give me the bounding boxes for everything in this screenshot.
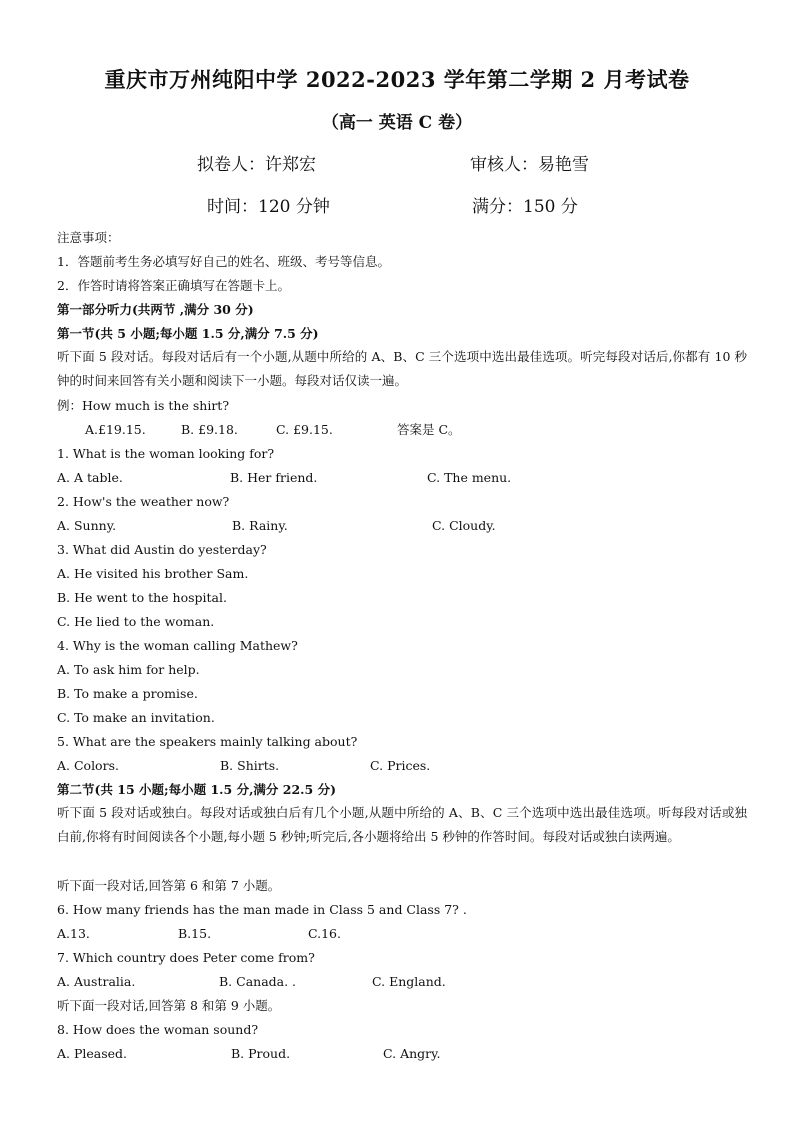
- q8-option-c: C. Angry.: [383, 1046, 441, 1061]
- q1-option-a: A. A table.: [57, 470, 123, 485]
- q1-stem: 1. What is the woman looking for?: [57, 446, 275, 461]
- example-option-a: A.£19.15.: [85, 422, 146, 437]
- q7-option-c: C. England.: [372, 974, 446, 989]
- section2-instructions: 听下面 5 段对话或独白。每段对话或独白后有几个小题,从题中所给的 A、B、C 三个选项中选出最佳选项。听每段对话或独白前,你将有时间阅读各个小题,每小题 5 秒钟;听完后,各小题将给出 5 秒钟的作答时间。每段对话或独白读两遍。: [57, 805, 747, 844]
- q5-stem: 5. What are the speakers mainly talking about?: [57, 734, 358, 749]
- q3-option-c: C. He lied to the woman.: [57, 614, 215, 629]
- example-question: 例：How much is the shirt?: [57, 398, 230, 413]
- part1-heading: 第一部分听力(共两节 ,满分 30 分): [57, 302, 254, 317]
- note-item-1: 1．答题前考生务必填写好自己的姓名、班级、考号等信息。: [57, 254, 390, 269]
- dialogue-intro-2: 听下面一段对话,回答第 8 和第 9 小题。: [57, 998, 281, 1013]
- q5-option-b: B. Shirts.: [220, 758, 280, 773]
- q4-option-b: B. To make a promise.: [57, 686, 198, 701]
- q2-stem: 2. How's the weather now?: [57, 494, 230, 509]
- q2-option-b: B. Rainy.: [232, 518, 288, 533]
- notes-heading: 注意事项：: [57, 230, 120, 245]
- author-label: 拟卷人：许郑宏: [197, 155, 316, 175]
- q2-option-c: C. Cloudy.: [432, 518, 496, 533]
- score-label: 满分：150 分: [472, 197, 578, 217]
- note-item-2: 2．作答时请将答案正确填写在答题卡上。: [57, 278, 290, 293]
- q2-option-a: A. Sunny.: [57, 518, 117, 533]
- example-option-b: B. £9.18.: [181, 422, 238, 437]
- time-label: 时间：120 分钟: [207, 197, 330, 217]
- q8-stem: 8. How does the woman sound?: [57, 1022, 259, 1037]
- exam-subtitle: （高一 英语 C 卷）: [321, 113, 473, 133]
- q7-option-b: B. Canada. .: [219, 974, 297, 989]
- q6-option-c: C.16.: [308, 926, 341, 941]
- section1-instructions: 听下面 5 段对话。每段对话后有一个小题,从题中所给的 A、B、C 三个选项中选出最佳选项。听完每段对话后,你都有 10 秒钟的时间来回答有关小题和阅读下一小题。每段对话仅读一遍。: [57, 349, 747, 388]
- q3-option-b: B. He went to the hospital.: [57, 590, 227, 605]
- q3-option-a: A. He visited his brother Sam.: [57, 566, 249, 581]
- q8-option-a: A. Pleased.: [57, 1046, 128, 1061]
- section1-heading: 第一节(共 5 小题;每小题 1.5 分,满分 7.5 分): [57, 326, 319, 341]
- q6-option-b: B.15.: [178, 926, 212, 941]
- reviewer-label: 审核人：易艳雪: [470, 155, 589, 175]
- section2-heading: 第二节(共 15 小题;每小题 1.5 分,满分 22.5 分): [57, 782, 336, 797]
- q1-option-c: C. The menu.: [427, 470, 512, 485]
- q7-stem: 7. Which country does Peter come from?: [57, 950, 315, 965]
- q7-option-a: A. Australia.: [57, 974, 136, 989]
- q3-stem: 3. What did Austin do yesterday?: [57, 542, 267, 557]
- q5-option-a: A. Colors.: [57, 758, 119, 773]
- q5-option-c: C. Prices.: [370, 758, 431, 773]
- q6-option-a: A.13.: [57, 926, 90, 941]
- example-option-c: C. £9.15.: [276, 422, 333, 437]
- q6-stem: 6. How many friends has the man made in Class 5 and Class 7? .: [57, 902, 467, 917]
- q8-option-b: B. Proud.: [231, 1046, 291, 1061]
- example-answer: 答案是 C。: [397, 422, 461, 437]
- dialogue-intro-1: 听下面一段对话,回答第 6 和第 7 小题。: [57, 878, 281, 893]
- q4-stem: 4. Why is the woman calling Mathew?: [57, 638, 298, 653]
- q4-option-a: A. To ask him for help.: [57, 662, 200, 677]
- q4-option-c: C. To make an invitation.: [57, 710, 215, 725]
- exam-title: 重庆市万州纯阳中学 2022-2023 学年第二学期 2 月考试卷: [104, 67, 690, 92]
- q1-option-b: B. Her friend.: [230, 470, 318, 485]
